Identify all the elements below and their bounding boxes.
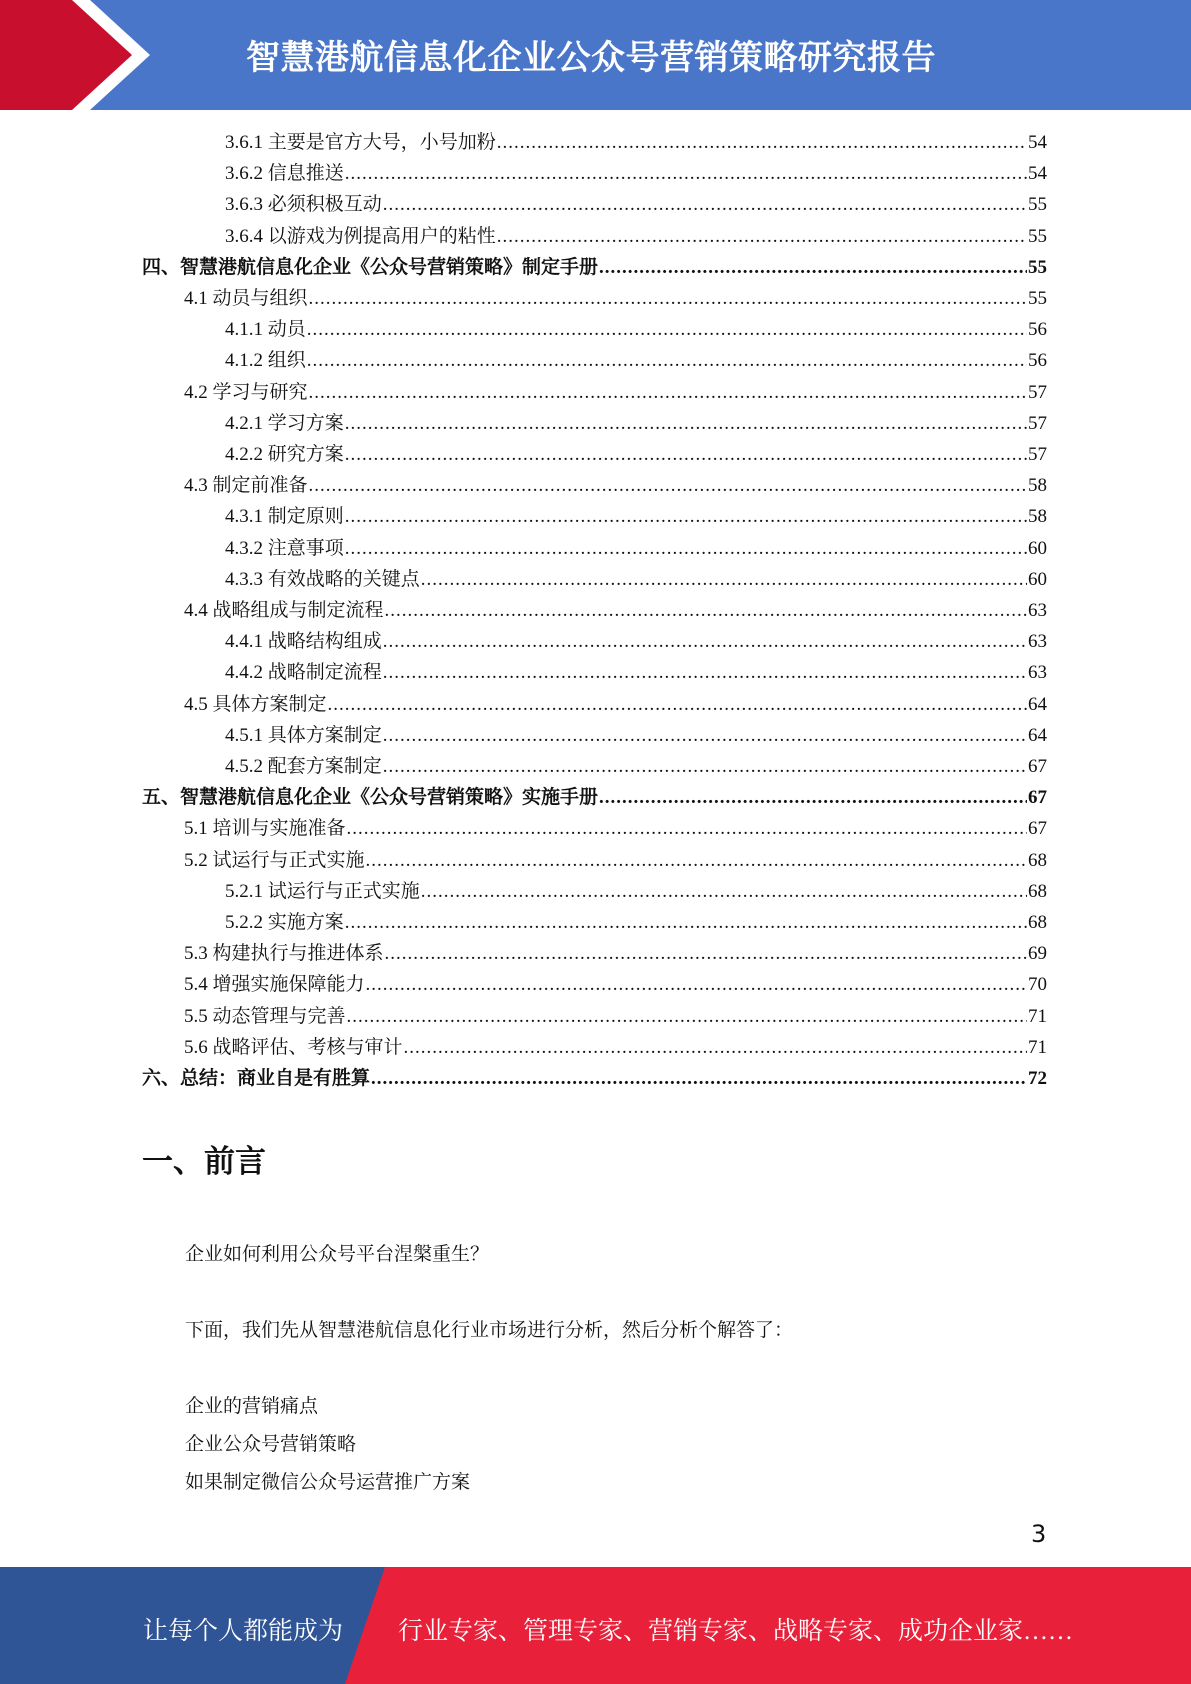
toc-leader-dots (307, 314, 1027, 345)
toc-entry-label: 4.5.2 配套方案制定 (225, 756, 382, 777)
toc-entry[interactable] (225, 127, 1047, 158)
toc-leader-dots (421, 876, 1027, 907)
toc-entry-label: 5.6 战略评估、考核与审计 (184, 1036, 403, 1058)
toc-entry-label: 4.2.2 研究方案 (225, 444, 344, 465)
toc-entry-page: 55 (1028, 256, 1047, 278)
paragraph: 企业如何利用公众号平台涅槃重生？ (185, 1244, 490, 1265)
toc-leader-dots (345, 533, 1027, 564)
toc-leader-dots (345, 408, 1027, 439)
toc-leader-dots (307, 345, 1027, 376)
toc-entry-page: 57 (1028, 444, 1047, 465)
toc-entry-label: 5.5 动态管理与完善 (184, 1005, 346, 1027)
toc-entry[interactable] (225, 345, 1047, 376)
toc-entry[interactable] (142, 1063, 1047, 1094)
toc-leader-dots (345, 501, 1027, 532)
toc-entry-label: 六、总结：商业自是有胜算 (142, 1068, 371, 1089)
toc-entry[interactable] (225, 533, 1047, 564)
toc-entry[interactable] (184, 595, 1047, 626)
toc-entry-label: 4.2.1 学习方案 (225, 412, 344, 434)
toc-entry[interactable] (225, 221, 1047, 252)
toc-entry-page: 68 (1028, 880, 1047, 902)
toc-entry[interactable] (225, 657, 1047, 688)
toc-entry-label: 5.1 培训与实施准备 (184, 818, 346, 840)
toc-entry-page: 67 (1028, 818, 1047, 840)
toc-entry[interactable] (184, 813, 1047, 844)
toc-entry[interactable] (225, 876, 1047, 907)
toc-entry[interactable] (184, 283, 1047, 314)
toc-entry[interactable] (225, 564, 1047, 595)
report-title: 智慧港航信息化企业公众号营销策略研究报告 (246, 38, 936, 78)
list-item: 企业公众号营销策略 (185, 1434, 357, 1455)
toc-entry-page: 69 (1028, 943, 1047, 965)
toc-entry[interactable] (225, 751, 1047, 782)
toc-leader-dots (383, 751, 1027, 782)
toc-entry[interactable] (142, 782, 1047, 813)
toc-leader-dots (309, 377, 1027, 408)
toc-entry[interactable] (225, 439, 1047, 470)
toc-leader-dots (404, 1032, 1027, 1063)
toc-entry[interactable] (225, 158, 1047, 189)
toc-entry[interactable] (225, 720, 1047, 751)
toc-leader-dots (309, 470, 1027, 501)
toc-leader-dots (366, 969, 1027, 1000)
toc-entry-page: 58 (1028, 475, 1047, 497)
toc-entry[interactable] (225, 408, 1047, 439)
toc-entry-label: 3.6.3 必须积极互动 (225, 194, 382, 216)
list-item: 如果制定微信公众号运营推广方案 (185, 1472, 471, 1493)
page-footer (0, 1567, 1191, 1684)
toc-entry[interactable] (184, 938, 1047, 969)
paragraph: 下面，我们先从智慧港航信息化行业市场进行分析，然后分析个解答了： (185, 1320, 794, 1341)
toc-entry-label: 4.4.1 战略结构组成 (225, 631, 382, 653)
toc-entry-page: 71 (1028, 1036, 1047, 1058)
toc-leader-dots (371, 1063, 1027, 1094)
section-heading: 一、前言 (142, 1144, 266, 1180)
toc-entry[interactable] (225, 189, 1047, 220)
toc-entry-page: 54 (1028, 163, 1047, 185)
toc-entry-label: 4.4.2 战略制定流程 (225, 662, 382, 684)
toc-entry[interactable] (225, 626, 1047, 657)
toc-entry-label: 五、智慧港航信息化企业《公众号营销策略》实施手册 (142, 787, 599, 809)
list-item: 企业的营销痛点 (185, 1396, 319, 1417)
toc-entry[interactable] (142, 252, 1047, 283)
toc-entry-label: 5.2.2 实施方案 (225, 912, 344, 933)
toc-entry-label: 5.4 增强实施保障能力 (184, 974, 365, 996)
toc-entry-label: 4.3 制定前准备 (184, 475, 308, 497)
toc-entry-page: 63 (1028, 600, 1047, 621)
toc-leader-dots (383, 626, 1027, 657)
toc-leader-dots (347, 813, 1027, 844)
toc-leader-dots (421, 564, 1027, 595)
toc-entry-label: 4.3.2 注意事项 (225, 537, 344, 559)
page-number: 3 (1031, 1520, 1047, 1548)
toc-entry-page: 58 (1028, 506, 1047, 528)
toc-entry-page: 67 (1028, 756, 1047, 777)
toc-leader-dots (383, 657, 1027, 688)
toc-entry-label: 4.2 学习与研究 (184, 381, 308, 403)
toc-leader-dots (328, 689, 1027, 720)
toc-entry-page: 68 (1028, 912, 1047, 933)
footer-slogan-right: 行业专家、管理专家、营销专家、战略专家、成功企业家…… (398, 1618, 1074, 1645)
toc-entry[interactable] (225, 314, 1047, 345)
toc-entry-label: 4.3.3 有效战略的关键点 (225, 568, 420, 590)
toc-entry-page: 67 (1028, 787, 1047, 809)
toc-leader-dots (366, 845, 1027, 876)
toc-leader-dots (385, 938, 1027, 969)
toc-leader-dots (383, 189, 1027, 220)
toc-leader-dots (599, 252, 1027, 283)
toc-entry-page: 71 (1028, 1005, 1047, 1027)
toc-entry-page: 63 (1028, 631, 1047, 653)
toc-entry-page: 63 (1028, 662, 1047, 684)
toc-entry-label: 4.5 具体方案制定 (184, 693, 327, 715)
toc-entry[interactable] (184, 689, 1047, 720)
toc-leader-dots (383, 720, 1027, 751)
toc-entry-page: 68 (1028, 849, 1047, 871)
toc-entry-label: 3.6.1 主要是官方大号，小号加粉 (225, 132, 496, 153)
toc-entry-label: 4.1 动员与组织 (184, 288, 308, 309)
toc-entry-page: 57 (1028, 381, 1047, 403)
toc-entry-page: 64 (1028, 724, 1047, 746)
toc-entry-label: 5.3 构建执行与推进体系 (184, 943, 384, 965)
toc-leader-dots (385, 595, 1027, 626)
toc-entry[interactable] (225, 501, 1047, 532)
footer-slogan-left: 让每个人都能成为 (143, 1618, 344, 1645)
toc-leader-dots (599, 782, 1027, 813)
toc-entry-label: 4.5.1 具体方案制定 (225, 724, 382, 746)
toc-leader-dots (309, 283, 1027, 314)
toc-leader-dots (497, 221, 1027, 252)
toc-leader-dots (345, 158, 1027, 189)
toc-entry[interactable] (184, 470, 1047, 501)
toc-entry-label: 4.1.1 动员 (225, 319, 306, 341)
toc-entry-page: 54 (1028, 132, 1047, 153)
toc-entry[interactable] (184, 1032, 1047, 1063)
toc-entry-label: 3.6.2 信息推送 (225, 163, 344, 185)
toc-entry-label: 4.1.2 组织 (225, 350, 306, 372)
toc-entry-page: 56 (1028, 319, 1047, 341)
toc-entry-page: 72 (1028, 1068, 1047, 1089)
toc-leader-dots (345, 907, 1027, 938)
toc-entry[interactable] (184, 1001, 1047, 1032)
toc-leader-dots (497, 127, 1027, 158)
toc-entry-page: 64 (1028, 693, 1047, 715)
toc-entry-label: 5.2.1 试运行与正式实施 (225, 880, 420, 902)
toc-entry-page: 55 (1028, 225, 1047, 247)
toc-entry[interactable] (184, 969, 1047, 1000)
toc-entry-page: 55 (1028, 288, 1047, 309)
toc-entry-page: 55 (1028, 194, 1047, 216)
toc-entry-label: 4.3.1 制定原则 (225, 506, 344, 528)
toc-entry[interactable] (184, 377, 1047, 408)
toc-entry-label: 4.4 战略组成与制定流程 (184, 600, 384, 621)
toc-entry[interactable] (225, 907, 1047, 938)
toc-leader-dots (345, 439, 1027, 470)
toc-entry-page: 57 (1028, 412, 1047, 434)
toc-entry-page: 60 (1028, 568, 1047, 590)
toc-entry-page: 70 (1028, 974, 1047, 996)
toc-entry[interactable] (184, 845, 1047, 876)
toc-entry-label: 3.6.4 以游戏为例提高用户的粘性 (225, 225, 496, 247)
toc-entry-page: 56 (1028, 350, 1047, 372)
toc-entry-label: 四、智慧港航信息化企业《公众号营销策略》制定手册 (142, 256, 599, 278)
toc-leader-dots (347, 1001, 1027, 1032)
page-header (0, 0, 1191, 110)
toc-entry-page: 60 (1028, 537, 1047, 559)
toc-entry-label: 5.2 试运行与正式实施 (184, 849, 365, 871)
